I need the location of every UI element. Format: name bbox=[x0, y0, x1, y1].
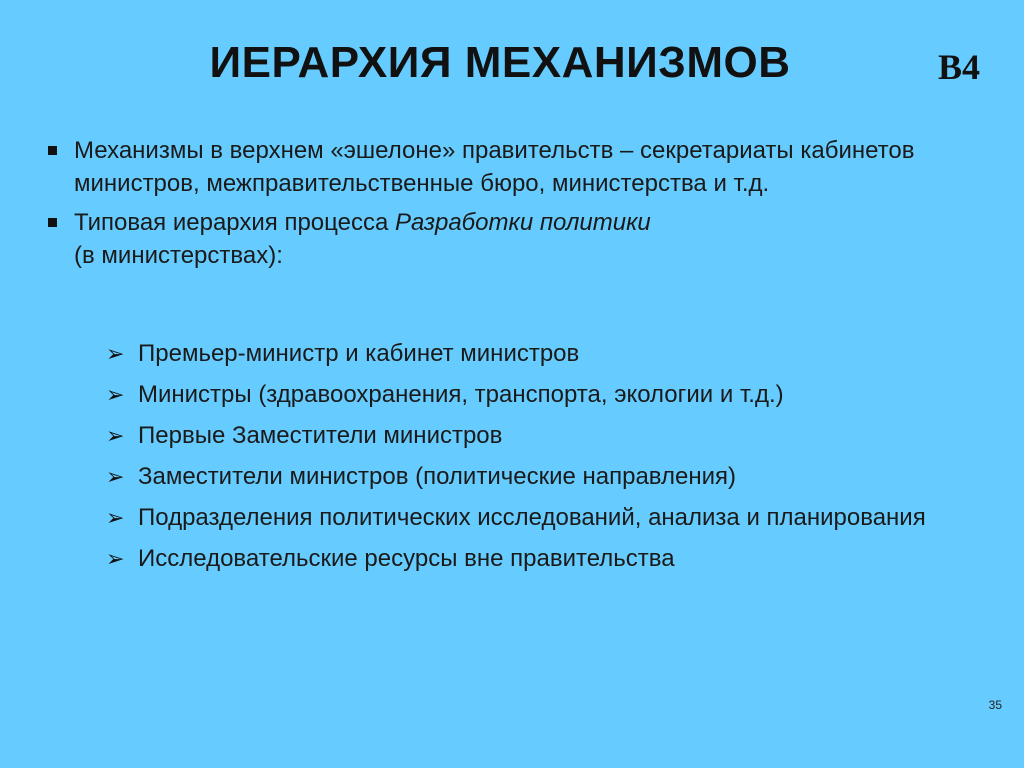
bullet-text: Типовая иерархия процесса bbox=[74, 209, 395, 236]
hierarchy-item bbox=[106, 543, 966, 575]
arrowhead-bullet-icon: ➢ bbox=[106, 341, 125, 366]
slide-tag: B4 bbox=[937, 47, 980, 87]
bullet-list bbox=[46, 134, 976, 278]
hierarchy-list bbox=[106, 338, 966, 584]
hierarchy-item-text: Первые Заместители министров bbox=[138, 422, 503, 449]
hierarchy-item bbox=[106, 379, 966, 411]
arrowhead-bullet-icon: ➢ bbox=[106, 546, 125, 571]
arrowhead-bullet-icon: ➢ bbox=[106, 423, 125, 448]
bullet-item bbox=[46, 206, 976, 272]
slide-title: ИЕРАРХИЯ МЕХАНИЗМОВ bbox=[209, 38, 791, 87]
arrowhead-bullet-icon: ➢ bbox=[106, 505, 125, 530]
page-number: 35 bbox=[988, 698, 1002, 712]
hierarchy-item-text: Исследовательские ресурсы вне правительства bbox=[138, 545, 675, 572]
bullet-item bbox=[46, 134, 976, 200]
hierarchy-item-text: Премьер-министр и кабинет министров bbox=[138, 340, 580, 367]
square-bullet-icon bbox=[48, 218, 57, 227]
bullet-text-line2: (в министерствах): bbox=[74, 242, 283, 269]
square-bullet-icon bbox=[48, 146, 57, 155]
hierarchy-item bbox=[106, 502, 966, 534]
hierarchy-item bbox=[106, 420, 966, 452]
arrowhead-bullet-icon: ➢ bbox=[106, 382, 125, 407]
bullet-emphasis: Разработки политики bbox=[394, 209, 651, 236]
bullet-text: Механизмы в верхнем «эшелоне» правительств – секретариаты кабинетов министров, межправительственные бюро, министерства и т.д. bbox=[74, 137, 915, 197]
hierarchy-item bbox=[106, 338, 966, 370]
hierarchy-item-text: Министры (здравоохранения, транспорта, экологии и т.д.) bbox=[138, 381, 784, 408]
hierarchy-item-text: Заместители министров (политические направления) bbox=[138, 463, 736, 490]
arrowhead-bullet-icon: ➢ bbox=[106, 464, 125, 489]
hierarchy-item-text: Подразделения политических исследований, анализа и планирования bbox=[138, 504, 926, 531]
hierarchy-item bbox=[106, 461, 966, 493]
